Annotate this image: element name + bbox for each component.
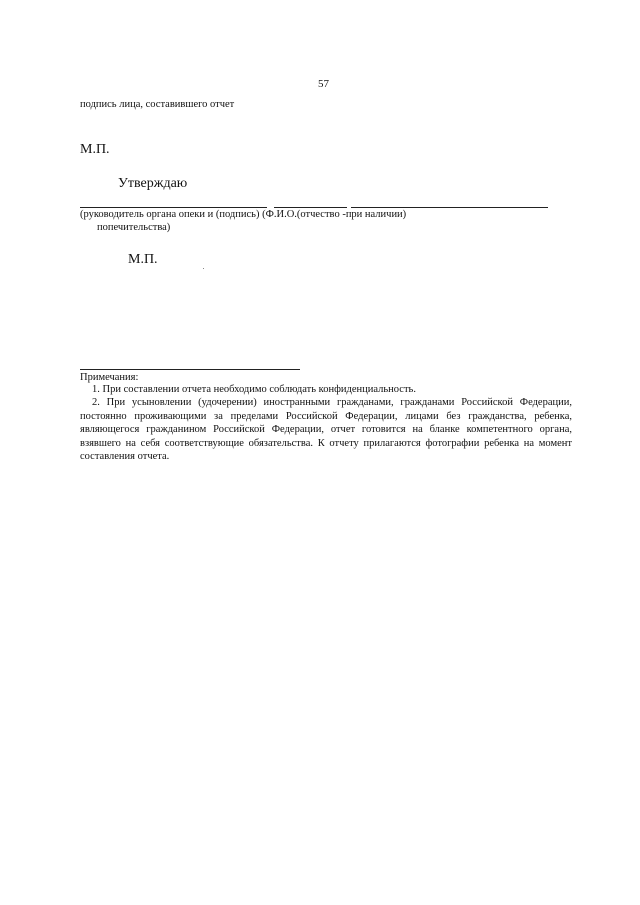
signature-caption-line2: попечительства) [97,222,171,233]
guardian-head-signature-line [80,207,267,208]
stamp-label-top: М.П. [80,142,110,157]
notes-separator [80,369,300,370]
signature-line [274,207,347,208]
approve-label: Утверждаю [118,176,188,191]
note-item-2: 2. При усыновлении (удочерении) иностранными гражданами, гражданами Российской Федерации, постоянно проживающими за пределами Российской Федерации, лицами без гражданства, ребенка, являющегося гражданином Российской Федерации, отчет готовится на бланке компетентного органа, взявшего на себя соответствующие обязательства. К отчету прилагаются фотографии ребенка на момент составления отчета. [80,397,572,462]
notes-title: Примечания: [80,372,139,383]
note-item-1: 1. При составлении отчета необходимо соблюдать конфиденциальность. [92,384,416,395]
full-name-line [351,207,548,208]
signature-label: подпись лица, составившего отчет [80,99,235,110]
stamp-label-bottom: М.П. [128,252,158,267]
page-number: 57 [318,78,329,90]
signature-caption-line1: (руководитель органа опеки и (подпись) (Ф.И.О.(отчество -при наличии) [80,209,407,220]
scan-speck [203,268,204,269]
